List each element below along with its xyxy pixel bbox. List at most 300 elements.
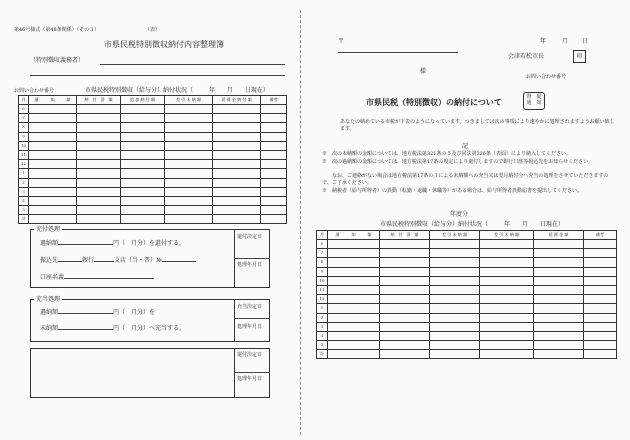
amount-cell[interactable]: [29, 132, 77, 141]
unpaid-amount-field[interactable]: [58, 329, 113, 330]
amount-cell[interactable]: [534, 258, 584, 267]
fiscal-year-label: 年度分: [450, 211, 469, 218]
amount-cell[interactable]: [77, 178, 121, 187]
amount-cell[interactable]: [165, 196, 213, 205]
amount-cell[interactable]: [29, 206, 77, 215]
amount-cell[interactable]: [29, 215, 77, 224]
amount-cell[interactable]: [480, 313, 534, 322]
note-4: ※ 納税者（給与所得者）の異動（転勤・退職・休職等）がある場合は、給与所得者異動届書を提出してください。: [322, 188, 583, 194]
date-year: 年: [540, 38, 547, 45]
amount-cell[interactable]: [77, 141, 121, 150]
amount-cell[interactable]: [584, 240, 617, 249]
overpaid-amount-field[interactable]: [58, 313, 113, 314]
amount-cell[interactable]: [480, 295, 534, 304]
month-cell: ８: [317, 258, 328, 267]
table-row: [317, 350, 617, 359]
transfer-line-2-a: 振込先: [40, 257, 59, 264]
amount-cell[interactable]: [261, 105, 287, 114]
amount-cell[interactable]: [121, 169, 165, 178]
month-cell: 11: [19, 150, 29, 159]
amount-cell[interactable]: [77, 160, 121, 169]
page-title: 市県民税特別徴収納付内容整理簿: [104, 40, 224, 49]
date-day: 日: [581, 38, 588, 45]
month-cell: ９: [19, 132, 29, 141]
bank-field[interactable]: [58, 261, 82, 262]
amount-cell[interactable]: [584, 285, 617, 294]
month-cell: ５: [19, 206, 29, 215]
amount-cell[interactable]: [328, 313, 380, 322]
table-row: [317, 267, 617, 276]
amount-cell[interactable]: [430, 240, 480, 249]
appropriation-line-1-a: 過納額: [40, 309, 59, 316]
transfer-line-2: [40, 257, 196, 264]
amount-cell[interactable]: [584, 276, 617, 285]
amount-cell[interactable]: [534, 322, 584, 331]
amount-cell[interactable]: [165, 105, 213, 114]
transfer-line-1-a: 過納額: [40, 240, 59, 247]
amount-cell[interactable]: [121, 187, 165, 196]
amount-cell[interactable]: [261, 132, 287, 141]
amount-cell[interactable]: [77, 187, 121, 196]
table-row: [19, 206, 287, 215]
appropriation-side-divider: [234, 318, 270, 319]
amount-cell[interactable]: [213, 178, 261, 187]
amount-cell[interactable]: [430, 249, 480, 258]
column-header: 差 引 未 納 額: [480, 231, 534, 240]
amount-cell[interactable]: [480, 350, 534, 359]
blank-side-2: 処理年月日: [237, 376, 263, 382]
amount-cell[interactable]: [584, 331, 617, 340]
note-3: なお、ご連絡がない場合は地方税法第17条の３による未納額への充当又は翌月納付分へ充当の処理をさせていただきますので、ご了承ください。: [322, 173, 609, 186]
amount-cell[interactable]: [165, 123, 213, 132]
amount-cell[interactable]: [430, 285, 480, 294]
amount-cell[interactable]: [584, 304, 617, 313]
amount-cell[interactable]: [213, 141, 261, 150]
column-header: 備考: [584, 231, 617, 240]
amount-cell[interactable]: [534, 341, 584, 350]
amount-cell[interactable]: [121, 178, 165, 187]
amount-cell[interactable]: [77, 196, 121, 205]
amount-cell[interactable]: [328, 341, 380, 350]
amount-cell[interactable]: [380, 322, 430, 331]
table-row: [19, 141, 287, 150]
amount-cell[interactable]: [121, 132, 165, 141]
month-cell: 10: [19, 141, 29, 150]
amount-cell[interactable]: [534, 249, 584, 258]
appropriation-line-2: [40, 325, 185, 332]
amount-cell[interactable]: [430, 313, 480, 322]
month-cell: 12: [19, 160, 29, 169]
transfer-line-3: [40, 274, 154, 281]
ki-mark: 記: [462, 143, 469, 150]
amount-cell[interactable]: [121, 114, 165, 123]
amount-cell[interactable]: [430, 276, 480, 285]
amount-cell[interactable]: [328, 322, 380, 331]
table-row: [317, 240, 617, 249]
appropriation-line-2-b: 円（ 月分）へ充当する。: [113, 325, 186, 332]
amount-cell[interactable]: [430, 295, 480, 304]
amount-cell[interactable]: [165, 178, 213, 187]
amount-cell[interactable]: [584, 258, 617, 267]
amount-cell[interactable]: [77, 169, 121, 178]
account-number-field[interactable]: [162, 261, 196, 262]
amount-cell[interactable]: [213, 114, 261, 123]
right-table-header: [317, 231, 617, 240]
blank-side-divider: [234, 372, 270, 373]
month-cell: ２: [19, 178, 29, 187]
amount-cell[interactable]: [261, 141, 287, 150]
month-cell: ６: [19, 105, 29, 114]
amount-cell[interactable]: [380, 267, 430, 276]
amount-cell[interactable]: [261, 150, 287, 159]
amount-cell[interactable]: [213, 187, 261, 196]
amount-cell[interactable]: [165, 169, 213, 178]
amount-cell[interactable]: [430, 304, 480, 313]
notice-type-2: 通 知: [526, 100, 542, 106]
amount-cell[interactable]: [261, 196, 287, 205]
table-row: [19, 105, 287, 114]
amount-cell[interactable]: [380, 331, 430, 340]
amount-cell[interactable]: [213, 206, 261, 215]
amount-cell[interactable]: [534, 313, 584, 322]
month-label: 月: [226, 87, 233, 94]
amount-cell[interactable]: [584, 249, 617, 258]
seal-box: 印: [573, 50, 586, 63]
amount-cell[interactable]: [29, 150, 77, 159]
amount-cell[interactable]: [121, 105, 165, 114]
amount-cell[interactable]: [261, 160, 287, 169]
appropriation-heading: 充当処理: [36, 296, 61, 303]
amount-cell[interactable]: [380, 295, 430, 304]
transfer-side-1: 還付決定日: [237, 234, 263, 240]
month-cell: ９: [317, 267, 328, 276]
month-cell: ２: [317, 313, 328, 322]
column-header: 月: [317, 231, 328, 240]
amount-cell[interactable]: [480, 258, 534, 267]
amount-cell[interactable]: [77, 206, 121, 215]
amount-cell[interactable]: [328, 240, 380, 249]
right-table-title-text: 市県民税特別徴収（給与分）納付状況（: [380, 221, 489, 228]
amount-cell[interactable]: [380, 285, 430, 294]
column-header: 通 知 額: [29, 96, 77, 105]
amount-cell[interactable]: [213, 160, 261, 169]
note-2: ※ 次の過納額の金額については、地方税法第17条の規定により還付しますので銀行口座等振込先をお知らせください。: [322, 159, 594, 165]
branch-field[interactable]: [94, 261, 114, 262]
amount-cell[interactable]: [213, 150, 261, 159]
amount-cell[interactable]: [29, 187, 77, 196]
amount-cell[interactable]: [121, 206, 165, 215]
notice-date: [540, 38, 588, 45]
amount-cell[interactable]: [584, 341, 617, 350]
year-label: 年: [208, 87, 215, 94]
amount-cell[interactable]: [121, 215, 165, 224]
amount-cell[interactable]: [261, 178, 287, 187]
fold-line: [300, 10, 301, 435]
amount-cell[interactable]: [29, 105, 77, 114]
month-cell: １: [317, 304, 328, 313]
amount-cell[interactable]: [165, 215, 213, 224]
right-date-suffix: 日現在）: [539, 221, 564, 228]
amount-cell[interactable]: [165, 141, 213, 150]
transfer-line-1: [40, 240, 185, 247]
amount-cell[interactable]: [261, 114, 287, 123]
table-row: [19, 123, 287, 132]
amount-cell[interactable]: [213, 123, 261, 132]
month-cell: ３: [317, 322, 328, 331]
table-row: [317, 331, 617, 340]
amount-cell[interactable]: [29, 114, 77, 123]
amount-cell[interactable]: [328, 331, 380, 340]
transfer-line-1-b: 円（ 月分）を還付する。: [113, 240, 186, 247]
table-row: [317, 313, 617, 322]
amount-cell[interactable]: [328, 295, 380, 304]
amount-cell[interactable]: [584, 313, 617, 322]
month-cell: 12: [317, 295, 328, 304]
amount-cell[interactable]: [480, 276, 534, 285]
amount-cell[interactable]: [430, 258, 480, 267]
obligor-label: （特別徴収義務者）: [30, 57, 85, 64]
amount-cell[interactable]: [328, 267, 380, 276]
appropriation-line-1: [40, 309, 155, 316]
amount-cell[interactable]: [584, 322, 617, 331]
amount-cell[interactable]: [328, 276, 380, 285]
right-month-label: 月: [521, 221, 528, 228]
postal-mark: 〒: [338, 38, 345, 45]
left-table-header: [19, 96, 287, 105]
amount-cell[interactable]: [430, 350, 480, 359]
column-header: 差 引 未 納 額: [165, 96, 213, 105]
amount-cell[interactable]: [29, 196, 77, 205]
right-payment-table: [316, 230, 617, 359]
month-cell: 10: [317, 276, 328, 285]
column-header: 差 引 未 納 額: [430, 231, 480, 240]
column-header: 通 知 額: [328, 231, 380, 240]
amount-cell[interactable]: [121, 196, 165, 205]
table-row: [19, 196, 287, 205]
amount-cell[interactable]: [534, 276, 584, 285]
issuer-name: 会津若松市長: [508, 53, 545, 60]
transfer-heading: 充付処理: [36, 226, 61, 233]
table-row: [19, 114, 287, 123]
amount-cell[interactable]: [165, 114, 213, 123]
amount-cell[interactable]: [261, 123, 287, 132]
amount-cell[interactable]: [534, 240, 584, 249]
table-row: [19, 215, 287, 224]
amount-cell[interactable]: [480, 249, 534, 258]
amount-cell[interactable]: [165, 132, 213, 141]
table-row: [317, 341, 617, 350]
table-row: [19, 132, 287, 141]
amount-cell[interactable]: [480, 267, 534, 276]
left-table-body: [19, 105, 287, 224]
amount-cell[interactable]: [213, 105, 261, 114]
month-cell: ８: [19, 123, 29, 132]
amount-cell[interactable]: [29, 160, 77, 169]
table-row: [19, 160, 287, 169]
amount-cell[interactable]: [77, 123, 121, 132]
amount-cell[interactable]: [430, 341, 480, 350]
amount-cell[interactable]: [480, 341, 534, 350]
amount-cell[interactable]: [584, 295, 617, 304]
month-cell: ７: [19, 114, 29, 123]
amount-cell[interactable]: [534, 304, 584, 313]
table-row: [317, 276, 617, 285]
amount-cell[interactable]: [77, 132, 121, 141]
amount-cell[interactable]: [328, 304, 380, 313]
amount-cell[interactable]: [77, 114, 121, 123]
transfer-amount-field[interactable]: [58, 244, 113, 245]
amount-cell[interactable]: [261, 215, 287, 224]
right-table-body: [317, 240, 617, 359]
date-month: 月: [561, 38, 568, 45]
account-holder-field[interactable]: [64, 278, 154, 279]
amount-cell[interactable]: [584, 350, 617, 359]
amount-cell[interactable]: [121, 141, 165, 150]
note-1: ※ 次の未納額の金額については、地方税法第321条の５及び同法第326条（表面）により納入してください。: [322, 151, 571, 157]
right-ref-label: お問い合わせ番号: [526, 74, 567, 80]
column-header: 延 滞 金 納 付 額: [213, 96, 261, 105]
month-cell: 11: [317, 285, 328, 294]
greeting-text: あなたの納めている市税が下表のようになっています。つきましては次の事項により速やかに処理されますようお願い致します。: [340, 119, 615, 132]
amount-cell[interactable]: [213, 215, 261, 224]
amount-cell[interactable]: [77, 150, 121, 159]
amount-cell[interactable]: [534, 350, 584, 359]
column-header: 備考: [261, 96, 287, 105]
table-row: [19, 150, 287, 159]
table-row: [19, 169, 287, 178]
notice-title: 市県民税（特別徴収）の納付について: [366, 97, 502, 107]
left-payment-table: [18, 95, 287, 224]
transfer-side-2: 処理年月日: [237, 262, 263, 268]
blank-side-1: 還付決定日: [237, 352, 263, 358]
ref-number-label: お問い合わせ番号: [14, 88, 55, 94]
month-cell: ７: [317, 249, 328, 258]
amount-cell[interactable]: [430, 331, 480, 340]
column-header: 納 付 済 額: [380, 231, 430, 240]
right-year-label: 年: [503, 221, 510, 228]
form-number: 第46号様式（第48条関係）（その３）: [14, 27, 100, 33]
column-header: 延 滞 金 額: [534, 231, 584, 240]
amount-cell[interactable]: [380, 249, 430, 258]
appropriation-line-2-a: 未納額: [40, 325, 59, 332]
table-row: [19, 187, 287, 196]
amount-cell[interactable]: [77, 215, 121, 224]
appropriation-line-1-b: 円（ 月分）を: [113, 309, 156, 316]
amount-cell[interactable]: [380, 341, 430, 350]
amount-cell[interactable]: [261, 169, 287, 178]
amount-cell[interactable]: [328, 258, 380, 267]
month-cell: 計: [317, 350, 328, 359]
month-cell: 計: [19, 215, 29, 224]
table-title: [85, 87, 269, 94]
amount-cell[interactable]: [380, 304, 430, 313]
transfer-side-divider: [234, 258, 270, 259]
amount-cell[interactable]: [213, 196, 261, 205]
month-cell: ４: [19, 196, 29, 205]
amount-cell[interactable]: [121, 160, 165, 169]
column-header: 月: [19, 96, 29, 105]
date-suffix: 日現在）: [244, 87, 269, 94]
amount-cell[interactable]: [380, 276, 430, 285]
amount-cell[interactable]: [534, 285, 584, 294]
amount-cell[interactable]: [29, 123, 77, 132]
column-header: 追 加 納 付 額: [121, 96, 165, 105]
amount-cell[interactable]: [121, 150, 165, 159]
amount-cell[interactable]: [480, 322, 534, 331]
amount-cell[interactable]: [430, 267, 480, 276]
amount-cell[interactable]: [480, 331, 534, 340]
amount-cell[interactable]: [77, 105, 121, 114]
right-table-title: [380, 221, 564, 228]
amount-cell[interactable]: [328, 350, 380, 359]
column-header: 納 付 済 額: [77, 96, 121, 105]
amount-cell[interactable]: [380, 350, 430, 359]
amount-cell[interactable]: [480, 304, 534, 313]
amount-cell[interactable]: [213, 132, 261, 141]
amount-cell[interactable]: [534, 331, 584, 340]
transfer-line-2-b: 銀行: [82, 257, 95, 264]
amount-cell[interactable]: [534, 267, 584, 276]
amount-cell[interactable]: [430, 322, 480, 331]
month-cell: ５: [317, 341, 328, 350]
month-cell: ３: [19, 187, 29, 196]
month-cell: ６: [317, 240, 328, 249]
table-row: [19, 178, 287, 187]
honorific: 様: [420, 68, 427, 75]
amount-cell[interactable]: [380, 240, 430, 249]
notice-type-bracket: [523, 92, 545, 110]
month-cell: １: [19, 169, 29, 178]
table-row: [317, 304, 617, 313]
table-row: [317, 258, 617, 267]
month-cell: ４: [317, 331, 328, 340]
amount-cell[interactable]: [213, 169, 261, 178]
amount-cell[interactable]: [584, 267, 617, 276]
table-row: [317, 295, 617, 304]
amount-cell[interactable]: [480, 240, 534, 249]
amount-cell[interactable]: [165, 187, 213, 196]
table-row: [317, 249, 617, 258]
amount-cell[interactable]: [261, 187, 287, 196]
table-title-text: 市県民税特別徴収（給与分）納付状況（: [85, 87, 194, 94]
amount-cell[interactable]: [29, 178, 77, 187]
amount-cell[interactable]: [165, 160, 213, 169]
amount-cell[interactable]: [480, 285, 534, 294]
amount-cell[interactable]: [165, 206, 213, 215]
address-line-1: [338, 52, 458, 53]
amount-cell[interactable]: [29, 141, 77, 150]
obligor-address-line[interactable]: [30, 75, 285, 76]
appropriation-side-2: 処理年月日: [237, 324, 263, 330]
amount-cell[interactable]: [380, 258, 430, 267]
amount-cell[interactable]: [328, 285, 380, 294]
amount-cell[interactable]: [121, 123, 165, 132]
obligor-line[interactable]: [100, 64, 285, 65]
amount-cell[interactable]: [261, 206, 287, 215]
amount-cell[interactable]: [534, 295, 584, 304]
table-row: [317, 322, 617, 331]
transfer-line-3-label: 口座名義: [40, 274, 65, 281]
amount-cell[interactable]: [165, 150, 213, 159]
appropriation-side-1: 充当決定日: [237, 304, 263, 310]
amount-cell[interactable]: [328, 249, 380, 258]
amount-cell[interactable]: [29, 169, 77, 178]
transfer-line-2-c: 支店（当・普）№: [114, 257, 162, 264]
amount-cell[interactable]: [380, 313, 430, 322]
side-label: （表）: [145, 27, 161, 33]
table-row: [317, 285, 617, 294]
notice-type-1: 督 促: [526, 94, 542, 100]
